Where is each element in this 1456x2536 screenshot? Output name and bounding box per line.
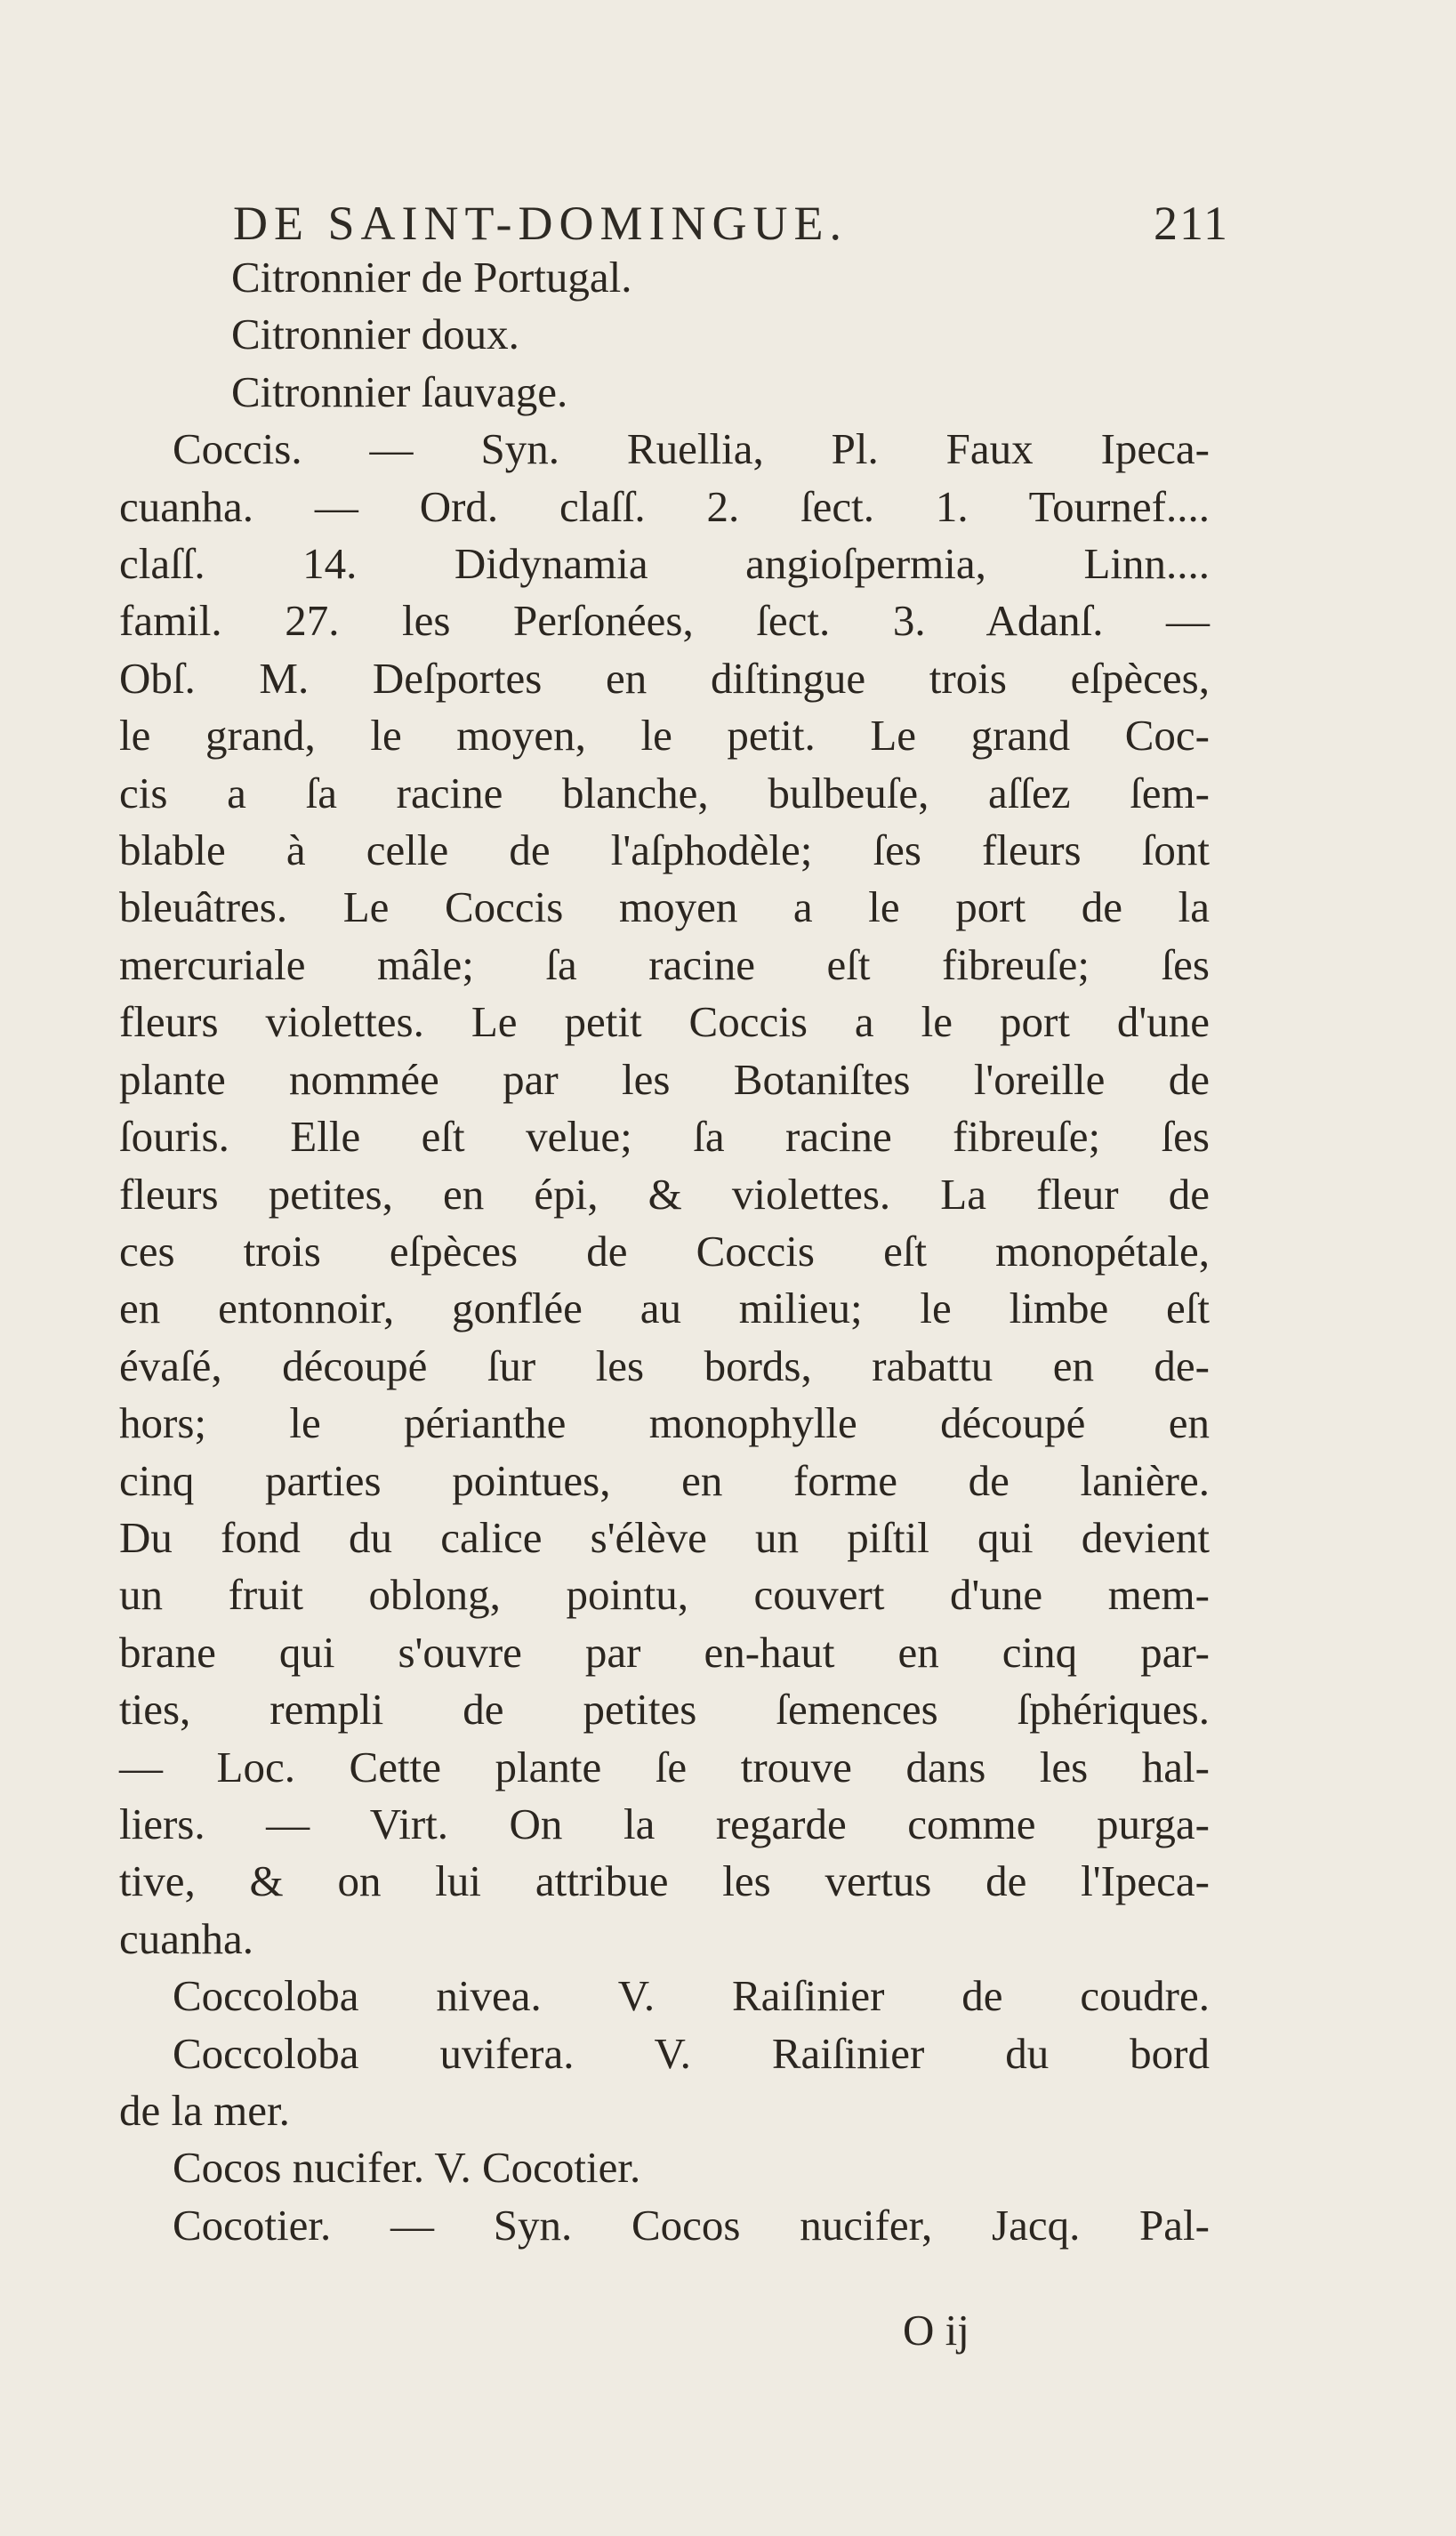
running-title: DE SAINT-DOMINGUE.	[233, 197, 848, 250]
text-line: Coccis. — Syn. Ruellia, Pl. Faux Ipeca-	[173, 424, 1210, 474]
text-line: fleurs petites, en épi, & violettes. La fleur de	[119, 1169, 1210, 1219]
text-line: Coccoloba nivea. V. Raiſinier de coudre.	[173, 1971, 1210, 2021]
text-line: évaſé, découpé ſur les bords, rabattu en de-	[119, 1340, 1210, 1390]
text-line: un fruit oblong, pointu, couvert d'une mem-	[119, 1570, 1210, 1620]
running-header	[233, 194, 1229, 253]
text-line: cuanha. — Ord. claſſ. 2. ſect. 1. Tournef....	[119, 481, 1210, 531]
text-line: cinq parties pointues, en forme de lanière.	[119, 1455, 1210, 1505]
text-line: cis a ſa racine blanche, bulbeuſe, aſſez ſem-	[119, 768, 1210, 817]
text-line: brane qui s'ouvre par en-haut en cinq par-	[119, 1627, 1210, 1677]
text-line: ces trois eſpèces de Coccis eſt monopétale,	[119, 1226, 1210, 1276]
text-line: fleurs violettes. Le petit Coccis a le port d'une	[119, 997, 1210, 1047]
text-line: Cocos nucifer. V. Cocotier.	[173, 2143, 641, 2193]
text-line: Citronnier ſauvage.	[231, 366, 568, 416]
text-line: ſouris. Elle eſt velue; ſa racine fibreuſe; ſes	[119, 1112, 1210, 1162]
text-line: mercuriale mâle; ſa racine eſt fibreuſe; ſes	[119, 939, 1210, 989]
text-line: de la mer.	[119, 2086, 290, 2135]
text-line: Obſ. M. Deſportes en diſtingue trois eſpèces,	[119, 653, 1210, 703]
text-line: en entonnoir, gonflée au milieu; le limbe eſt	[119, 1284, 1210, 1333]
page-number: 211	[1154, 197, 1229, 250]
text-line: plante nommée par les Botaniſtes l'oreille de	[119, 1054, 1210, 1104]
text-line: claſſ. 14. Didynamia angioſpermia, Linn....	[119, 539, 1210, 589]
text-line: liers. — Virt. On la regarde comme purga-	[119, 1799, 1210, 1848]
text-line: cuanha.	[119, 1913, 253, 1963]
text-line: famil. 27. les Perſonées, ſect. 3. Adanſ. —	[119, 596, 1210, 646]
text-line: le grand, le moyen, le petit. Le grand Coc-	[119, 711, 1210, 761]
text-line: hors; le périanthe monophylle découpé en	[119, 1398, 1210, 1448]
text-line: — Loc. Cette plante ſe trouve dans les hal-	[119, 1742, 1210, 1791]
text-line: tive, & on lui attribue les vertus de l'Ipeca-	[119, 1856, 1210, 1906]
text-line: Coccoloba uvifera. V. Raiſinier du bord	[173, 2028, 1210, 2078]
text-line: bleuâtres. Le Coccis moyen a le port de la	[119, 882, 1210, 932]
page-body	[119, 249, 1210, 2254]
signature-mark: O ij	[903, 2306, 969, 2355]
text-line: Citronnier de Portugal.	[231, 253, 632, 302]
text-line: Citronnier doux.	[231, 310, 519, 359]
text-line: Cocotier. — Syn. Cocos nucifer, Jacq. Pal-	[173, 2200, 1210, 2250]
text-line: blable à celle de l'aſphodèle; ſes fleurs ſont	[119, 825, 1210, 875]
text-line: Du fond du calice s'élève un piſtil qui devient	[119, 1512, 1210, 1562]
text-line: ties, rempli de petites ſemences ſphériques.	[119, 1685, 1210, 1735]
